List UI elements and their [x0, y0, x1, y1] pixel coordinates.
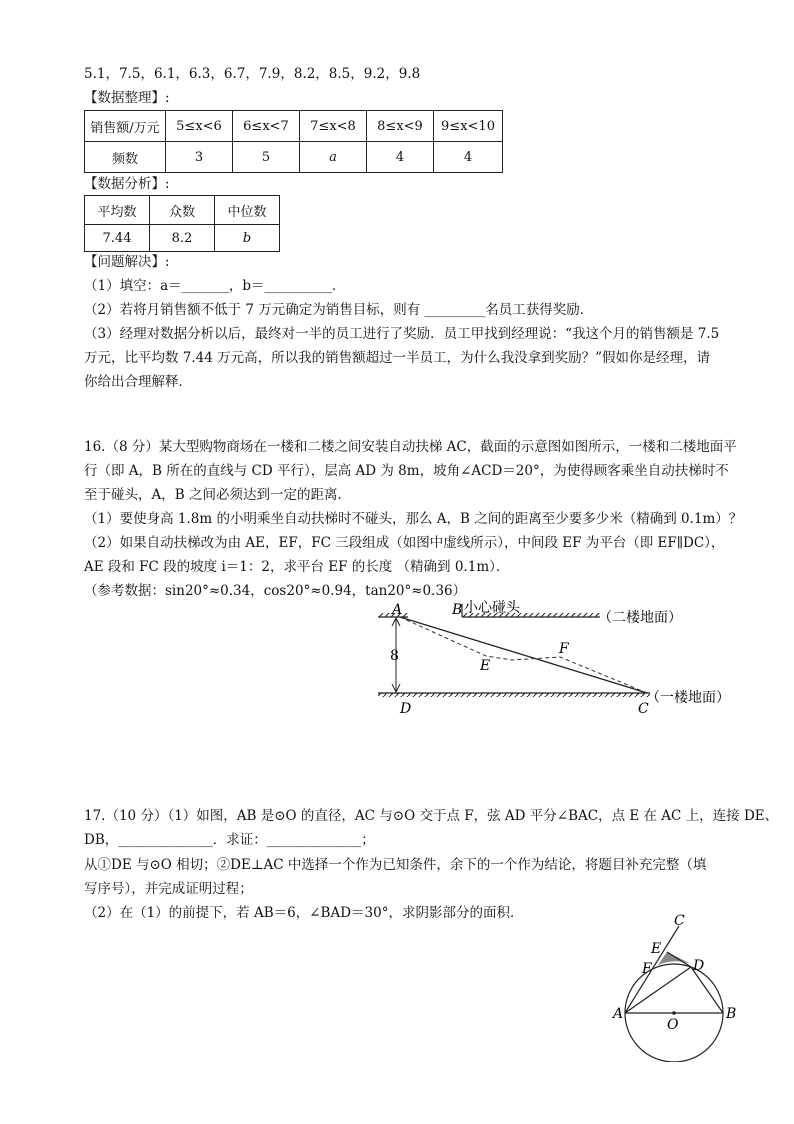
floor2-label: （二楼地面）	[598, 610, 682, 626]
q16-line1: 16.（8 分）某大型购物商场在一楼和二楼之间安装自动扶梯 AC，截面的示意图如图所示，一楼和二楼地面平	[84, 439, 737, 455]
table-header-cell: 销售额/万元	[85, 111, 166, 142]
q15-part3-line3: 你给出合理解释．	[84, 374, 192, 390]
table-row	[85, 142, 503, 173]
q15-part2: （2）若将月销售额不低于 7 万元确定为销售目标，则有 _________名员工获得奖励．	[84, 302, 594, 318]
label-o: O	[667, 1017, 679, 1033]
statistics-table	[84, 195, 280, 252]
label-b: B	[726, 1006, 737, 1022]
table-row	[85, 111, 503, 142]
shaded-region	[658, 952, 691, 965]
q17-line1: 17.（10 分）（1）如图，AB 是⊙O 的直径，AC 与⊙O 交于点 F，弦 AD 平分∠BAC，点 E 在 AC 上，连接 DE、	[84, 808, 779, 824]
label-e: E	[480, 658, 491, 674]
q15-part3-line2: 万元，比平均数 7.44 万元高，所以我的销售额超过一半员工，为什么我没拿到奖励？”假如你是经理，请	[84, 350, 711, 366]
table-cell: 3	[166, 142, 233, 173]
q15-part1: （1）填空：a＝_______，b＝__________．	[84, 278, 346, 294]
warning-label: 小心碰头	[464, 600, 520, 616]
center-point-o	[672, 1011, 676, 1015]
q17-line2: DB，______________．求证：______________；	[84, 832, 375, 848]
section-organize-heading: 【数据整理】:	[84, 90, 170, 106]
label-b: B	[452, 602, 463, 618]
label-f: F	[642, 961, 652, 977]
section-analyze-heading: 【数据分析】:	[84, 176, 170, 192]
q16-line7: （参考数据：sin20°≈0.34，cos20°≈0.94，tan20°≈0.36）	[84, 583, 467, 599]
ground-floor-hatch	[378, 693, 650, 697]
label-c: C	[674, 913, 685, 929]
table-row	[85, 196, 280, 225]
label-e: E	[651, 941, 662, 957]
table-cell: 5	[233, 142, 300, 173]
table-header-cell: 6≤x<7	[233, 111, 300, 142]
data-line: 5.1，7.5，6.1，6.3，6.7，7.9，8.2，8.5，9.2，9.8	[84, 66, 421, 82]
table-header-cell: 平均数	[85, 196, 150, 225]
table-cell: 7.44	[85, 225, 150, 252]
q17-line3: 从①DE 与⊙O 相切；②DE⊥AC 中选择一个作为已知条件，余下的一个作为结论，将题目补充完整（填	[84, 857, 707, 873]
circle-diagram	[612, 912, 742, 1062]
q16-line3: 至于碰头，A，B 之间必须达到一定的距离．	[84, 487, 351, 503]
q17-line5: （2）在（1）的前提下，若 AB＝6，∠BAD＝30°，求阴影部分的面积．	[84, 905, 524, 921]
floor1-label: （一楼地面）	[646, 690, 730, 706]
label-f: F	[559, 641, 569, 657]
table-header-cell: 中位数	[215, 196, 280, 225]
escalator-ac-line	[400, 617, 647, 693]
section-solve-heading: 【问题解决】:	[84, 254, 170, 270]
label-c: C	[638, 701, 649, 717]
q16-line4: （1）要使身高 1.8m 的小明乘坐自动扶梯时不碰头，那么 A，B 之间的距离至少要多少米（精确到 0.1m）？	[84, 511, 743, 527]
table-cell: a	[300, 142, 367, 173]
table-header-cell: 8≤x<9	[367, 111, 434, 142]
label-d: D	[693, 958, 705, 974]
q16-line5: （2）如果自动扶梯改为由 AE，EF，FC 三段组成（如图中虚线所示），中间段 EF 为平台（即 EF∥DC），	[84, 535, 725, 551]
table-cell: 4	[367, 142, 434, 173]
q16-line2: 行（即 A，B 所在的直线与 CD 平行），层高 AD 为 8m，坡角∠ACD＝20°，为使得顾客乘坐自动扶梯时不	[84, 463, 729, 479]
escalator-diagram	[360, 600, 740, 720]
frequency-table	[84, 110, 503, 173]
q17-line4: 写序号），并完成证明过程；	[84, 881, 253, 897]
q15-part3-line1: （3）经理对数据分析以后，最终对一半的员工进行了奖励．员工甲找到经理说：“我这个月的销售额是 7.5	[84, 326, 720, 342]
q16-line6: AE 段和 FC 段的坡度 i＝1：2，求平台 EF 的长度 （精确到 0.1m）．	[84, 559, 510, 575]
height-label: 8	[390, 648, 399, 664]
label-d: D	[400, 701, 412, 717]
table-header-cell: 9≤x<10	[434, 111, 503, 142]
table-header-cell: 众数	[150, 196, 215, 225]
line-ac	[625, 926, 679, 1013]
table-row-label: 频数	[85, 142, 166, 173]
table-row	[85, 225, 280, 252]
table-cell: 8.2	[150, 225, 215, 252]
label-a: A	[613, 1006, 624, 1022]
table-header-cell: 5≤x<6	[166, 111, 233, 142]
chord-ad	[625, 967, 691, 1013]
label-a: A	[392, 602, 403, 618]
table-cell: 4	[434, 142, 503, 173]
table-cell: b	[215, 225, 280, 252]
table-header-cell: 7≤x<8	[300, 111, 367, 142]
